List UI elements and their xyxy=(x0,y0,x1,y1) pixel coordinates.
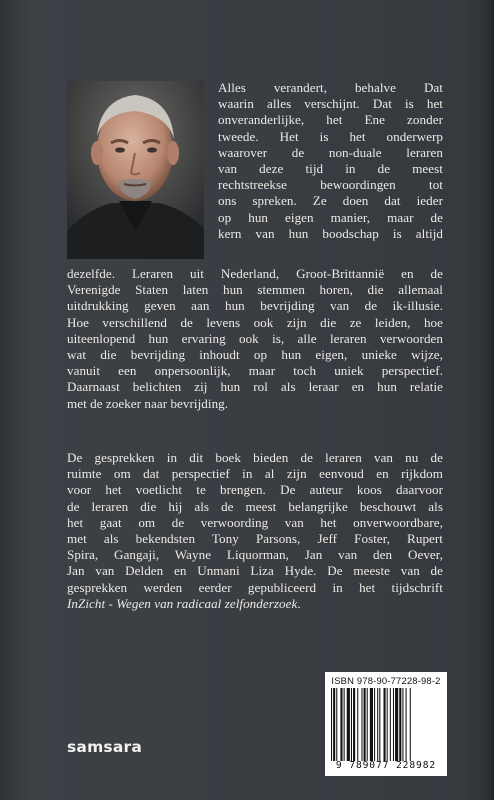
blurb-paragraph-2 xyxy=(67,450,443,612)
text-line: Alles verandert, behalve Dat xyxy=(218,80,443,95)
text-line: waarin alles verschijnt. Dat is het xyxy=(218,96,443,112)
text-line: vanuit een onpersoonlijk, maar toch uniek perspectief. xyxy=(67,363,443,379)
text-line: ons spreken. Ze doen dat ieder xyxy=(218,193,443,209)
text-line: De gesprekken in dit boek bieden de leraren van nu de xyxy=(67,450,443,465)
magazine-title: InZicht - Wegen van radicaal zelfonderzoek xyxy=(67,595,298,611)
text-line: dezelfde. Leraren uit Nederland, Groot-Brittannië en de xyxy=(67,266,443,281)
barcode-label xyxy=(325,672,447,776)
text-line: rechtstreekse bewoordingen tot xyxy=(218,177,443,193)
text-line: op hun eigen manier, maar de xyxy=(218,209,443,225)
text-line: Daarnaast belichten zij hun rol als leraar en hun relatie xyxy=(67,379,443,395)
text-line: uitdrukking geven aan hun bevrijding van de ik-illusie. xyxy=(67,298,443,314)
text-line: gesprekken werden eerder gepubliceerd in het tijdschrift xyxy=(67,579,443,595)
text-line: Jan van Delden en Unmani Liza Hyde. De meeste van de xyxy=(67,563,443,579)
text-line xyxy=(67,596,443,612)
text-line: het gaat om de verwoording van het onverwoordbare, xyxy=(67,514,443,530)
text-line: onveranderlijke, het Ene zonder xyxy=(218,112,443,128)
text-line: voor het voetlicht te brengen. De auteur koos daarvoor xyxy=(67,482,443,498)
text-line: uiteenlopend hun ervaring ook is, alle leraren verwoorden xyxy=(67,330,443,346)
author-portrait-icon xyxy=(67,81,204,259)
publisher-logo: samsara xyxy=(67,738,143,756)
author-photo xyxy=(67,81,204,259)
text-line: Verenigde Staten laten hun stemmen horen, die allemaal xyxy=(67,282,443,298)
text-line: Hoe verschillend de levens ook zijn die ze leiden, hoe xyxy=(67,314,443,330)
text-line: wat die bevrijding inhoudt op hun eigen, unieke wijze, xyxy=(67,347,443,363)
barcode-digits: 9 789077 228982 xyxy=(335,760,437,771)
barcode-icon xyxy=(331,688,441,761)
isbn-number: ISBN 978-90-77228-98-2 xyxy=(331,675,441,686)
blurb-paragraph-1-bottom xyxy=(67,266,443,412)
blurb-paragraph-1-top xyxy=(218,80,443,242)
book-spine-edge xyxy=(488,0,494,800)
text-line: met als bekendsten Tony Parsons, Jeff Foster, Rupert xyxy=(67,531,443,547)
text-line: de leraren die hij als de meest belangrijke beschouwt als xyxy=(67,498,443,514)
text-line: met de zoeker naar bevrijding. xyxy=(67,395,229,411)
text-line: tweede. Het is het onderwerp xyxy=(218,128,443,144)
sentence-end: . xyxy=(297,595,301,611)
text-line: Spira, Gangaji, Wayne Liquorman, Jan van den Oever, xyxy=(67,547,443,563)
text-line: kern van hun boodschap is altijd xyxy=(218,225,443,241)
text-line: waarover de non-duale leraren xyxy=(218,144,443,160)
text-line: ruimte om dat perspectief in al zijn eenvoud en rijkdom xyxy=(67,466,443,482)
text-line: van deze tijd in de meest xyxy=(218,161,443,177)
